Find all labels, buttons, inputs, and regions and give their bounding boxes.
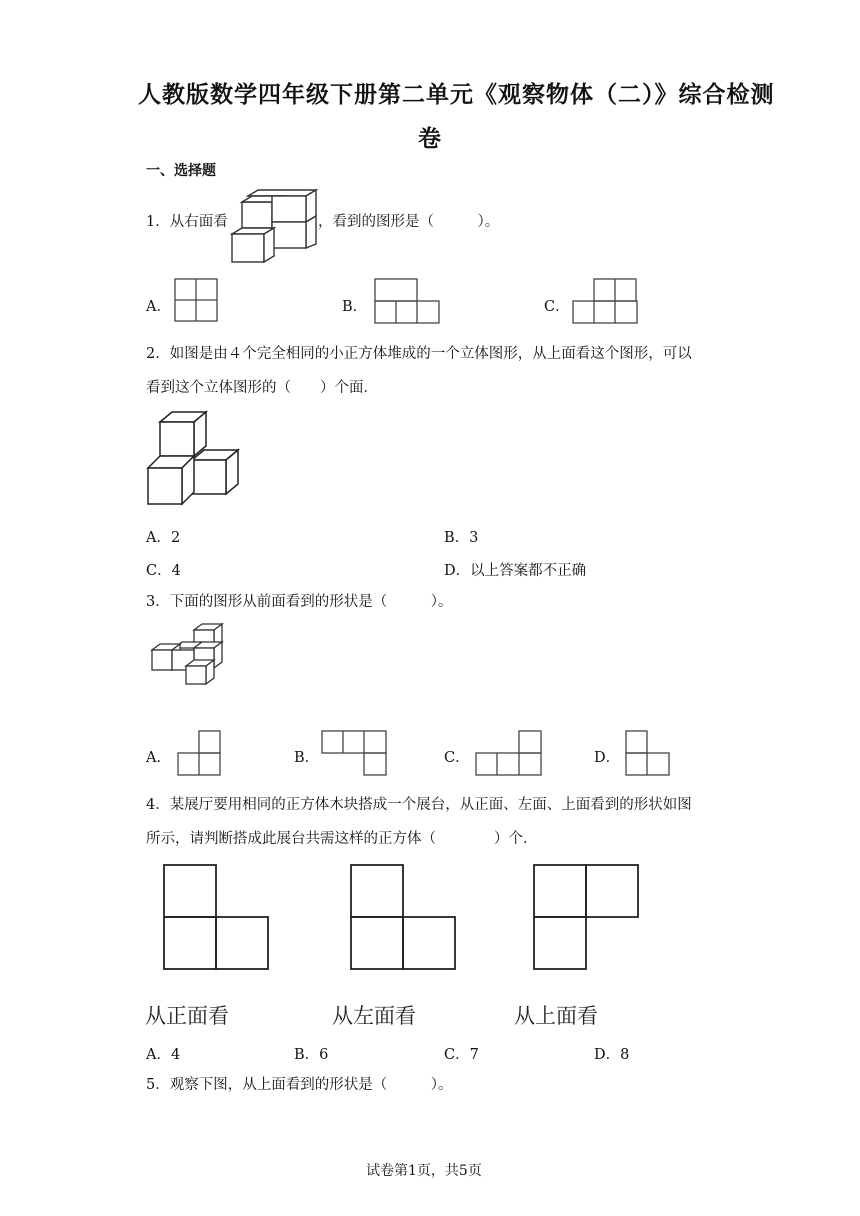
q4-option-c[interactable]: C．7 <box>444 1047 479 1063</box>
q4-caption-front: 从正面看 <box>145 1004 229 1028</box>
q4-line2: 所示，请判断搭成此展台共需这样的正方体（ ）个． <box>146 831 538 847</box>
q2-option-c[interactable]: C．4 <box>146 563 181 579</box>
q2-line2: 看到这个立体图形的（ ）个面． <box>146 380 378 396</box>
q2-line1: 2．如图是由４个完全相同的小正方体堆成的一个立体图形，从上面看这个图形，可以 <box>146 346 692 362</box>
q4-top-view <box>533 864 643 970</box>
q3-option-c[interactable]: C． <box>444 750 470 766</box>
q4-left-view <box>350 864 460 970</box>
q3-option-d[interactable]: D． <box>594 750 621 766</box>
q4-option-b[interactable]: B．6 <box>294 1047 329 1063</box>
q4-front-view <box>163 864 273 970</box>
q3-option-b[interactable]: B． <box>294 750 320 766</box>
section-heading: 一、选择题 <box>146 163 216 179</box>
q4-line1: 4．某展厅要用相同的正方体木块搭成一个展台，从正面、左面、上面看到的形状如图 <box>146 797 692 813</box>
q3-option-c-figure <box>475 730 545 778</box>
q1-option-a[interactable]: A． <box>146 299 171 315</box>
q4-option-a[interactable]: A．4 <box>146 1047 181 1063</box>
page-footer: 试卷第1页，共5页 <box>366 1163 482 1179</box>
q1-suffix: ，看到的图形是（ ）。 <box>318 214 500 230</box>
page-title-line1: 人教版数学四年级下册第二单元《观察物体（二）》综合检测 <box>138 82 775 108</box>
q3-option-d-figure <box>625 730 673 778</box>
q2-option-b[interactable]: B．3 <box>444 530 479 546</box>
q4-option-d[interactable]: D．8 <box>594 1047 630 1063</box>
q1-option-a-figure <box>174 278 219 323</box>
q1-option-b[interactable]: B． <box>342 299 368 315</box>
q2-option-d[interactable]: D．以上答案都不正确 <box>444 563 587 579</box>
q1-cube-figure <box>230 192 320 264</box>
q1-option-c-figure <box>572 278 642 324</box>
q1-option-b-figure <box>374 278 444 324</box>
q1-option-c[interactable]: C． <box>544 299 570 315</box>
q3-text: 3．下面的图形从前面看到的形状是（ ）。 <box>146 594 453 610</box>
q2-option-a[interactable]: A．2 <box>146 530 181 546</box>
q2-cube-figure <box>146 410 246 510</box>
page-title-line2: 卷 <box>418 126 442 152</box>
q4-caption-top: 从上面看 <box>514 1004 598 1028</box>
q3-option-a[interactable]: A． <box>146 750 171 766</box>
q1-prefix: 1．从右面看 <box>146 214 228 230</box>
q5-text: 5．观察下图，从上面看到的形状是（ ）。 <box>146 1077 453 1093</box>
q4-caption-left: 从左面看 <box>332 1004 416 1028</box>
q3-option-a-figure <box>177 730 223 778</box>
q3-cube-figure <box>150 620 230 686</box>
q3-option-b-figure <box>321 730 389 778</box>
